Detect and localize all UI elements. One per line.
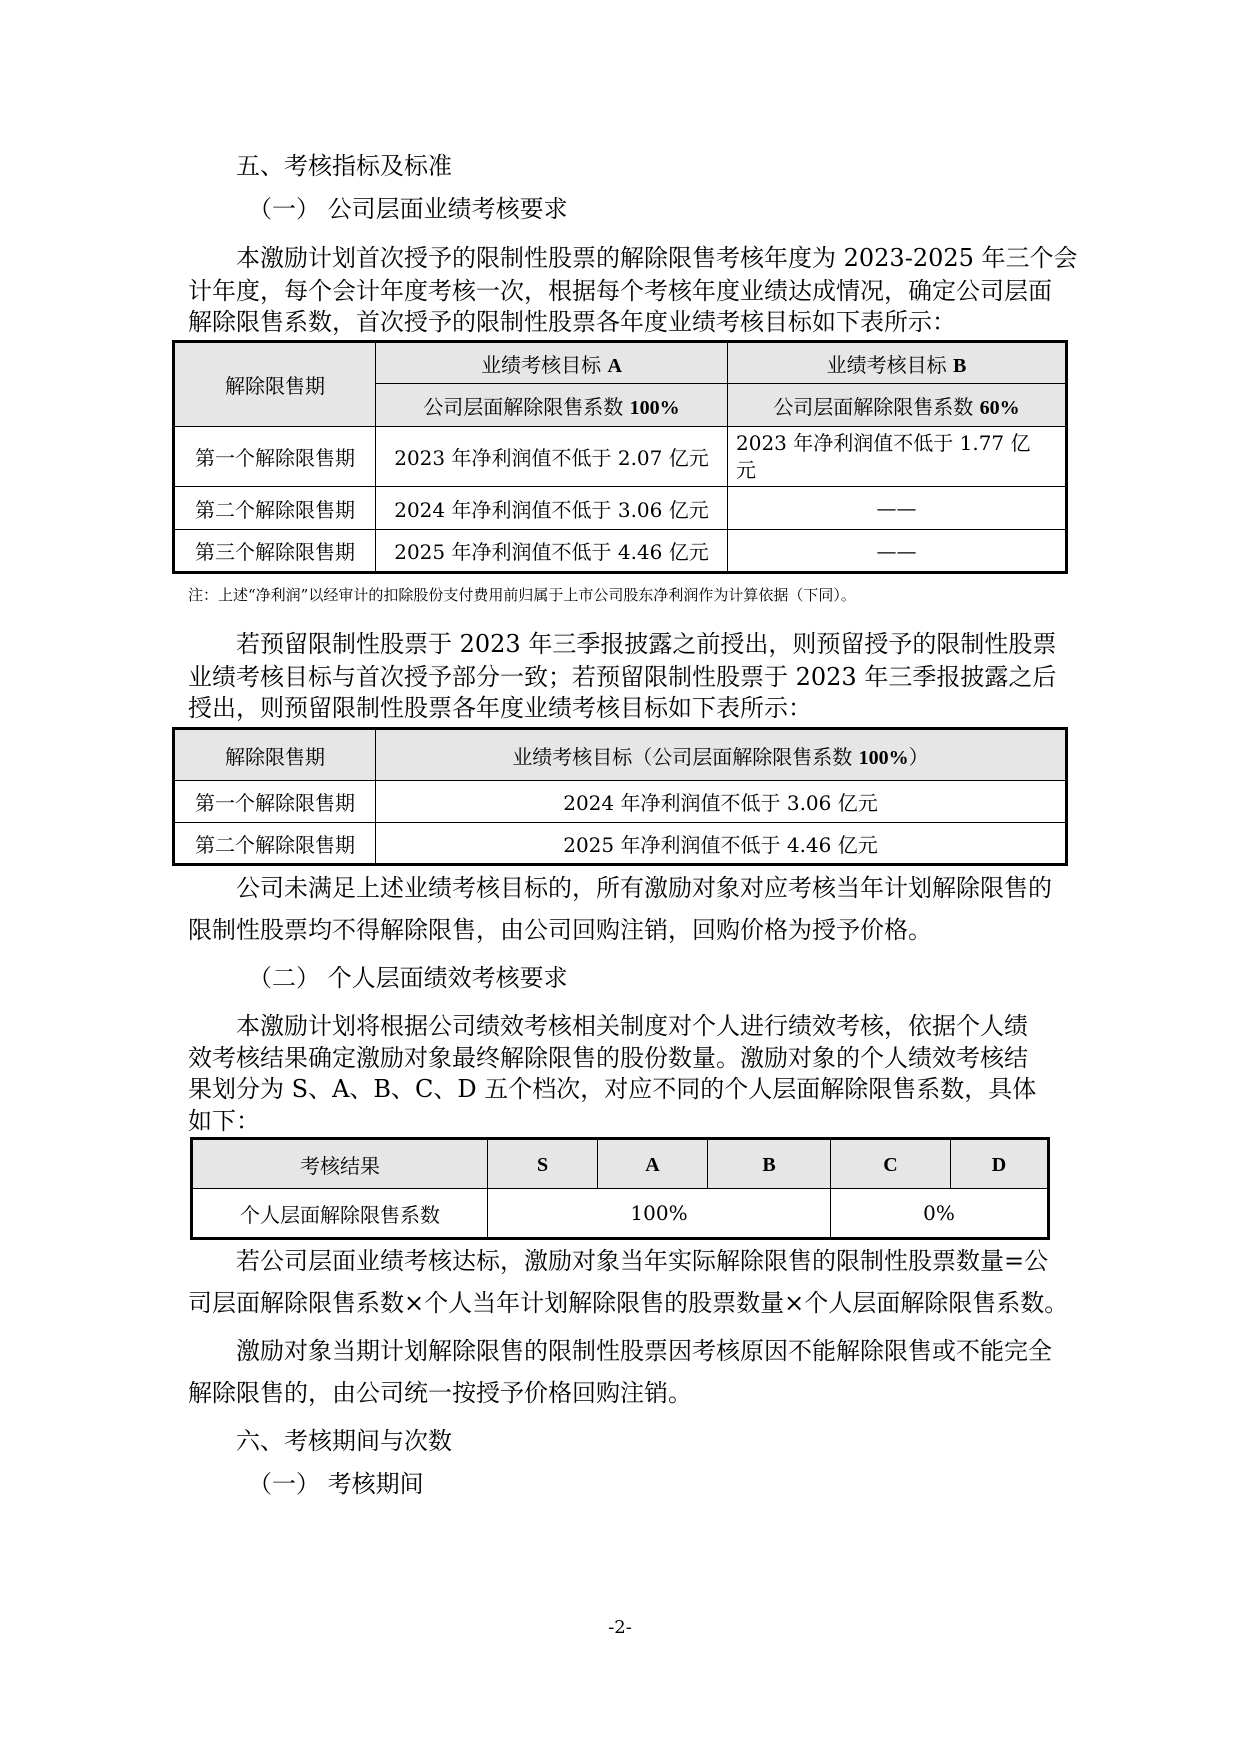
cell-coef-sab: 100% bbox=[488, 1189, 831, 1239]
header-target-a: 业绩考核目标 A bbox=[376, 342, 728, 384]
individual-assessment-table bbox=[190, 1137, 1050, 1240]
table-row bbox=[174, 427, 1067, 487]
cell-period: 第三个解除限售期 bbox=[174, 530, 376, 573]
page-number: -2- bbox=[608, 1617, 632, 1638]
cell-target-a: 2024 年净利润值不低于 3.06 亿元 bbox=[376, 487, 728, 530]
paragraph-line: 授出，则预留限制性股票各年度业绩考核目标如下表所示： bbox=[188, 694, 812, 722]
reserved-target-table bbox=[172, 727, 1068, 866]
paragraph-line: 本激励计划将根据公司绩效考核相关制度对个人进行绩效考核，依据个人绩 bbox=[236, 1012, 1028, 1040]
paragraph-line: 业绩考核目标与首次授予部分一致；若预留限制性股票于 2023 年三季报披露之后 bbox=[188, 663, 1057, 691]
cell-period: 第二个解除限售期 bbox=[174, 823, 376, 865]
cell-coef-cd: 0% bbox=[831, 1189, 1049, 1239]
cell-target-a: 2023 年净利润值不低于 2.07 亿元 bbox=[376, 427, 728, 487]
grade-b: B bbox=[708, 1139, 831, 1189]
cell-period: 第二个解除限售期 bbox=[174, 487, 376, 530]
header-coef-a: 公司层面解除限售系数 100% bbox=[376, 384, 728, 427]
header-period: 解除限售期 bbox=[174, 729, 376, 781]
table-row bbox=[192, 1189, 1049, 1239]
header-coef-b: 公司层面解除限售系数 60% bbox=[728, 384, 1067, 427]
section-heading: 六、考核期间与次数 bbox=[236, 1427, 452, 1455]
paragraph-line: 激励对象当期计划解除限售的限制性股票因考核原因不能解除限售或不能完全 bbox=[236, 1337, 1052, 1365]
cell-target-b: —— bbox=[728, 530, 1067, 573]
cell-target-b: 2023 年净利润值不低于 1.77 亿 元 bbox=[728, 427, 1067, 487]
paragraph-line: 若预留限制性股票于 2023 年三季报披露之前授出，则预留授予的限制性股票 bbox=[236, 630, 1057, 658]
grade-d: D bbox=[951, 1139, 1049, 1189]
cell-period: 第一个解除限售期 bbox=[174, 427, 376, 487]
table-row bbox=[174, 487, 1067, 530]
paragraph-line: 效考核结果确定激励对象最终解除限售的股份数量。激励对象的个人绩效考核结 bbox=[188, 1044, 1028, 1072]
paragraph-line: 计年度，每个会计年度考核一次，根据每个考核年度业绩达成情况，确定公司层面 bbox=[188, 277, 1052, 305]
table-row bbox=[174, 823, 1067, 865]
cell-target: 2024 年净利润值不低于 3.06 亿元 bbox=[376, 781, 1067, 823]
paragraph-line: 解除限售的，由公司统一按授予价格回购注销。 bbox=[188, 1379, 692, 1407]
paragraph-line: 如下： bbox=[188, 1107, 260, 1135]
header-target-b: 业绩考核目标 B bbox=[728, 342, 1067, 384]
header-result: 考核结果 bbox=[192, 1139, 488, 1189]
section-heading: 五、考核指标及标准 bbox=[236, 152, 452, 180]
cell-label: 个人层面解除限售系数 bbox=[192, 1189, 488, 1239]
paragraph-line: 本激励计划首次授予的限制性股票的解除限售考核年度为 2023-2025 年三个会 bbox=[236, 244, 1078, 272]
performance-target-table bbox=[172, 340, 1068, 574]
cell-period: 第一个解除限售期 bbox=[174, 781, 376, 823]
subsection-heading: （一） 公司层面业绩考核要求 bbox=[248, 195, 568, 223]
paragraph-line: 公司未满足上述业绩考核目标的，所有激励对象对应考核当年计划解除限售的 bbox=[236, 874, 1052, 902]
paragraph-line: 果划分为 S、A、B、C、D 五个档次，对应不同的个人层面解除限售系数，具体 bbox=[188, 1075, 1037, 1103]
header-target: 业绩考核目标（公司层面解除限售系数 100%） bbox=[376, 729, 1067, 781]
paragraph-line: 司层面解除限售系数×个人当年计划解除限售的股票数量×个人层面解除限售系数。 bbox=[188, 1289, 1069, 1317]
cell-target: 2025 年净利润值不低于 4.46 亿元 bbox=[376, 823, 1067, 865]
table-row bbox=[174, 781, 1067, 823]
table-note: 注：上述“净利润”以经审计的扣除股份支付费用前归属于上市公司股东净利润作为计算依据（下同）。 bbox=[188, 586, 856, 604]
subsection-heading: （二） 个人层面绩效考核要求 bbox=[248, 964, 568, 992]
paragraph-line: 若公司层面业绩考核达标，激励对象当年实际解除限售的限制性股票数量=公 bbox=[236, 1247, 1049, 1275]
paragraph-line: 解除限售系数，首次授予的限制性股票各年度业绩考核目标如下表所示： bbox=[188, 308, 956, 336]
header-period: 解除限售期 bbox=[174, 342, 376, 427]
subsection-heading: （一） 考核期间 bbox=[248, 1470, 424, 1498]
table-row bbox=[174, 530, 1067, 573]
grade-a: A bbox=[598, 1139, 708, 1189]
cell-target-b: —— bbox=[728, 487, 1067, 530]
cell-target-a: 2025 年净利润值不低于 4.46 亿元 bbox=[376, 530, 728, 573]
grade-s: S bbox=[488, 1139, 598, 1189]
paragraph-line: 限制性股票均不得解除限售，由公司回购注销，回购价格为授予价格。 bbox=[188, 916, 932, 944]
grade-c: C bbox=[831, 1139, 951, 1189]
